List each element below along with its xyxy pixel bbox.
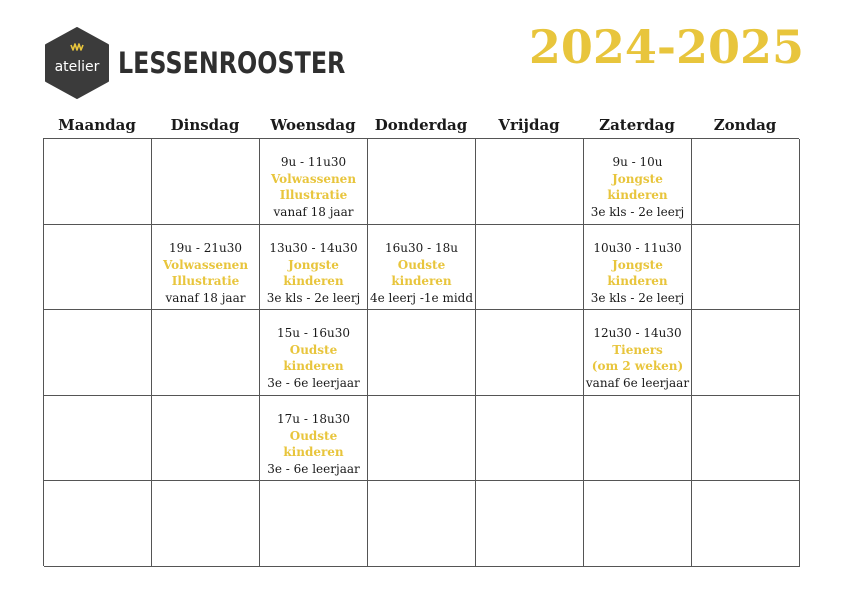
empty-cell <box>260 481 368 567</box>
lesson-cell <box>584 225 692 310</box>
lesson-cell <box>584 310 692 396</box>
lesson-name: (om 2 weken) <box>591 359 684 373</box>
lesson-name: kinderen <box>391 274 452 288</box>
lesson-cell <box>152 225 260 310</box>
lesson-age-group: 4e leerj -1e midd <box>369 290 474 305</box>
page-title: LESSENROOSTER <box>118 46 346 80</box>
lesson-age-group: vanaf 18 jaar <box>165 290 246 305</box>
lesson-cell <box>260 396 368 481</box>
lesson-name: Oudste <box>289 428 338 443</box>
lesson-name: Volwassenen <box>162 257 249 272</box>
empty-cell <box>476 481 584 567</box>
school-year: 2024-2025 <box>528 20 804 74</box>
lesson-name: Jongste <box>288 257 339 272</box>
empty-cell <box>476 225 584 310</box>
empty-cell <box>152 310 260 396</box>
day-header-row <box>43 116 799 134</box>
lesson-cell <box>260 139 368 225</box>
lesson-cell <box>584 139 692 225</box>
lesson-age-group: vanaf 6e leerjaar <box>585 375 690 390</box>
lesson-cell <box>260 310 368 396</box>
lesson-name: Volwassenen <box>270 171 357 186</box>
empty-cell <box>44 396 152 481</box>
lesson-name: Illustratie <box>279 188 348 202</box>
lesson-time: 9u - 10u <box>612 155 663 169</box>
lesson-age-group: 3e kls - 2e leerj <box>266 290 361 305</box>
schedule-grid <box>43 138 799 566</box>
lesson-name: Oudste <box>397 257 446 272</box>
lesson-time: 13u30 - 14u30 <box>269 241 358 255</box>
lesson-time: 12u30 - 14u30 <box>593 326 682 340</box>
empty-cell <box>368 481 476 567</box>
empty-cell <box>476 139 584 225</box>
lesson-name: Jongste <box>612 257 663 272</box>
lesson-time: 10u30 - 11u30 <box>593 241 682 255</box>
lesson-name: kinderen <box>283 274 344 288</box>
empty-cell <box>368 396 476 481</box>
lesson-age-group: vanaf 18 jaar <box>273 204 354 219</box>
lesson-time: 17u - 18u30 <box>277 412 350 426</box>
lesson-age-group: 3e kls - 2e leerj <box>590 290 685 305</box>
empty-cell <box>152 481 260 567</box>
empty-cell <box>692 481 800 567</box>
lesson-name: Jongste <box>612 171 663 186</box>
empty-cell <box>368 310 476 396</box>
empty-cell <box>476 396 584 481</box>
day-header: Dinsdag <box>170 116 240 134</box>
day-header: Donderdag <box>374 116 468 134</box>
svg-text:atelier: atelier <box>54 59 100 75</box>
empty-cell <box>44 310 152 396</box>
day-header: Maandag <box>58 116 136 134</box>
lesson-name: kinderen <box>283 445 344 459</box>
lesson-cell <box>368 225 476 310</box>
lesson-age-group: 3e - 6e leerjaar <box>267 375 360 390</box>
lesson-name: Tieners <box>612 342 663 357</box>
lesson-time: 19u - 21u30 <box>169 241 242 255</box>
empty-cell <box>692 310 800 396</box>
lesson-time: 15u - 16u30 <box>277 326 350 340</box>
lesson-name: kinderen <box>283 359 344 373</box>
empty-cell <box>692 225 800 310</box>
empty-cell <box>44 225 152 310</box>
lesson-name: Oudste <box>289 342 338 357</box>
lesson-name: Illustratie <box>171 274 240 288</box>
empty-cell <box>152 396 260 481</box>
atelier-logo <box>44 27 110 99</box>
empty-cell <box>44 139 152 225</box>
empty-cell <box>152 139 260 225</box>
lesson-age-group: 3e - 6e leerjaar <box>267 461 360 476</box>
empty-cell <box>44 481 152 567</box>
lesson-age-group: 3e kls - 2e leerj <box>590 204 685 219</box>
lesson-cell <box>260 225 368 310</box>
empty-cell <box>476 310 584 396</box>
empty-cell <box>692 396 800 481</box>
day-header: Vrijdag <box>498 116 560 134</box>
lesson-name: kinderen <box>607 188 668 202</box>
lesson-time: 16u30 - 18u <box>385 241 458 255</box>
lesson-name: kinderen <box>607 274 668 288</box>
empty-cell <box>584 481 692 567</box>
day-header: Woensdag <box>270 116 356 134</box>
lesson-time: 9u - 11u30 <box>280 155 347 169</box>
day-header: Zaterdag <box>599 116 675 134</box>
empty-cell <box>584 396 692 481</box>
empty-cell <box>368 139 476 225</box>
day-header: Zondag <box>713 116 777 134</box>
empty-cell <box>692 139 800 225</box>
